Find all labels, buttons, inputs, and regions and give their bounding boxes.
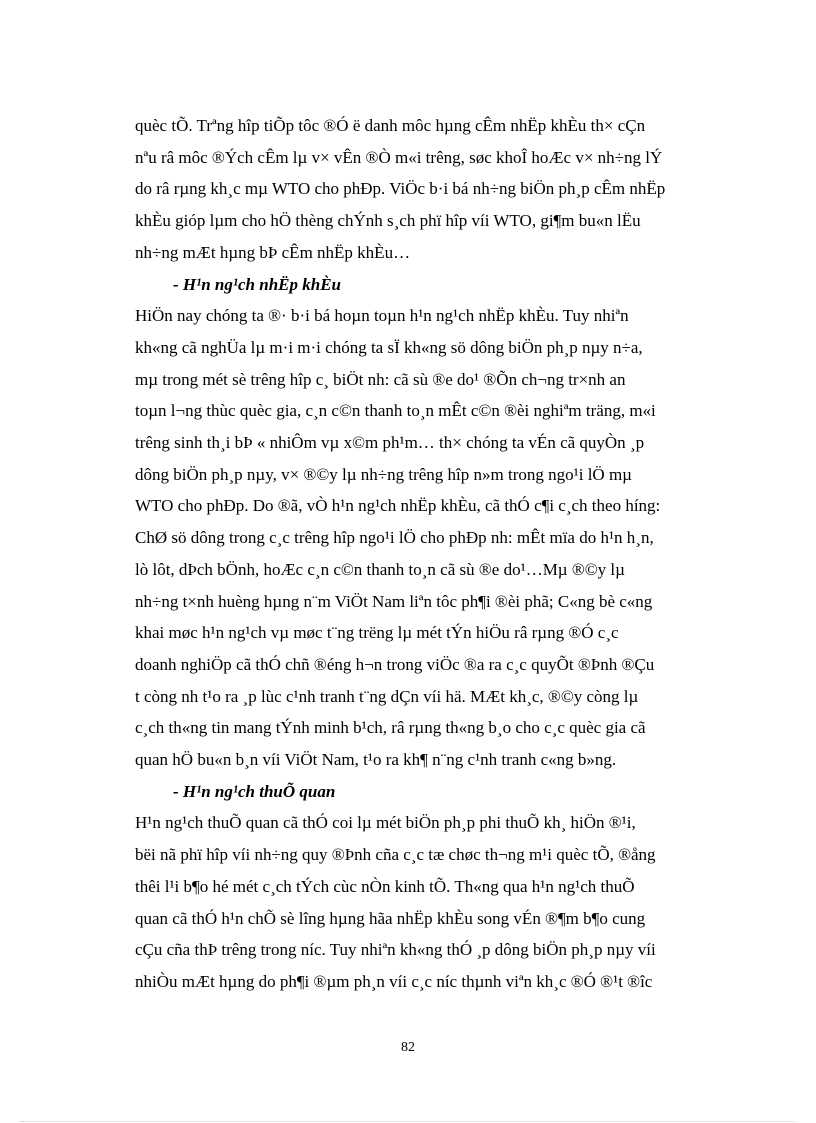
text-line: cÇu cña thÞ trêng trong níc. Tuy nhiªn kh«ng thÓ ¸p dông biÖn ph¸p nµy víi xyxy=(135,940,656,960)
text-line: trêng sinh th¸i bÞ « nhiÔm vµ x©m ph¹m… th× chóng ta vÉn cã quyÒn ¸p xyxy=(135,433,645,453)
text-line: bëi nã phï hîp víi nh÷ng quy ®Þnh cña c¸c tæ chøc th¬ng m¹i quèc tÕ, ®ång xyxy=(135,845,656,865)
text-line: nh÷ng t×nh huèng hµng n¨m ViÖt Nam liªn tôc ph¶i ®èi phã; C«ng bè c«ng xyxy=(135,591,653,611)
text-line: lò lôt, dÞch bÖnh, hoÆc c¸n c©n thanh to¸n cã sù ®e do¹…Mµ ®©y lµ xyxy=(135,559,625,579)
text-line: HiÖn nay chóng ta ®· b·i bá hoµn toµn h¹n ng¹ch nhËp khÈu. Tuy nhiªn xyxy=(135,306,629,326)
text-line: nªu râ môc ®Ých cÊm lµ v× vÊn ®Ò m«i trêng, søc khoÎ hoÆc v× nh÷ng lÝ xyxy=(135,147,663,167)
document-body xyxy=(135,110,767,998)
paragraph-tariff-quota xyxy=(135,807,767,997)
text-line: t còng nh t¹o ra ¸p lùc c¹nh tranh t¨ng dÇn víi hä. MÆt kh¸c, ®©y còng lµ xyxy=(135,686,639,706)
page-number: 82 xyxy=(401,1040,415,1055)
section-heading-import-quota: - H¹n ng¹ch nhËp khÈu xyxy=(173,274,341,294)
text-line: c¸ch th«ng tin mang tÝnh minh b¹ch, râ rµng th«ng b¸o cho c¸c quèc gia cã xyxy=(135,718,646,738)
text-line: mµ trong mét sè trêng hîp c¸ biÖt nh: cã sù ®e do¹ ®Õn ch¬ng tr×nh an xyxy=(135,369,626,389)
page-bottom-rule xyxy=(20,1121,796,1122)
text-line: H¹n ng¹ch thuÕ quan cã thÓ coi lµ mét biÖn ph¸p phi thuÕ kh¸ hiÖn ®¹i, xyxy=(135,813,636,833)
text-line: kh«ng cã nghÜa lµ m·i m·i chóng ta sÏ kh«ng sö dông biÖn ph¸p nµy n÷a, xyxy=(135,337,643,357)
text-line: quan hÖ bu«n b¸n víi ViÖt Nam, t¹o ra kh¶ n¨ng c¹nh tranh c«ng b»ng. xyxy=(135,750,617,770)
text-line: thêi l¹i b¶o hé mét c¸ch tÝch cùc nÒn kinh tÕ. Th«ng qua h¹n ng¹ch thuÕ xyxy=(135,876,635,896)
paragraph-import-ban xyxy=(135,110,767,269)
text-line: dông biÖn ph¸p nµy, v× ®©y lµ nh÷ng trêng hîp n»m trong ngo¹i lÖ mµ xyxy=(135,464,632,484)
text-line: nhiÒu mÆt hµng do ph¶i ®µm ph¸n víi c¸c níc thµnh viªn kh¸c ®Ó ®¹t ®îc xyxy=(135,971,653,991)
text-line: nh÷ng mÆt hµng bÞ cÊm nhËp khÈu… xyxy=(135,242,411,262)
text-line: do râ rµng kh¸c mµ WTO cho phÐp. ViÖc b·i bá nh÷ng biÖn ph¸p cÊm nhËp xyxy=(135,179,666,199)
text-line: WTO cho phÐp. Do ®ã, vÒ h¹n ng¹ch nhËp khÈu, cã thÓ c¶i c¸ch theo híng: xyxy=(135,496,661,516)
text-line: doanh nghiÖp cã thÓ chñ ®éng h¬n trong viÖc ®a ra c¸c quyÕt ®Þnh ®Çu xyxy=(135,654,655,674)
text-line: ChØ sö dông trong c¸c trêng hîp ngo¹i lÖ cho phÐp nh: mÊt mïa do h¹n h¸n, xyxy=(135,528,654,548)
section-heading-tariff-quota: - H¹n ng¹ch thuÕ quan xyxy=(173,781,336,801)
text-line: toµn l¬ng thùc quèc gia, c¸n c©n thanh to¸n mÊt c©n ®èi nghiªm träng, m«i xyxy=(135,401,656,421)
text-line: khai møc h¹n ng¹ch vµ møc t¨ng trëng lµ mét tÝn hiÖu râ rµng ®Ó c¸c xyxy=(135,623,619,643)
paragraph-import-quota xyxy=(135,300,767,776)
text-line: quèc tÕ. Trªng hîp tiÕp tôc ®Ó ë danh môc hµng cÊm nhËp khÈu th× cÇn xyxy=(135,116,646,135)
text-line: quan cã thÓ h¹n chÕ sè lîng hµng hãa nhËp khÈu song vÉn ®¶m b¶o cung xyxy=(135,908,646,928)
text-line: khÈu gióp lµm cho hÖ thèng chÝnh s¸ch phï hîp víi WTO, gi¶m bu«n lËu xyxy=(135,211,641,231)
